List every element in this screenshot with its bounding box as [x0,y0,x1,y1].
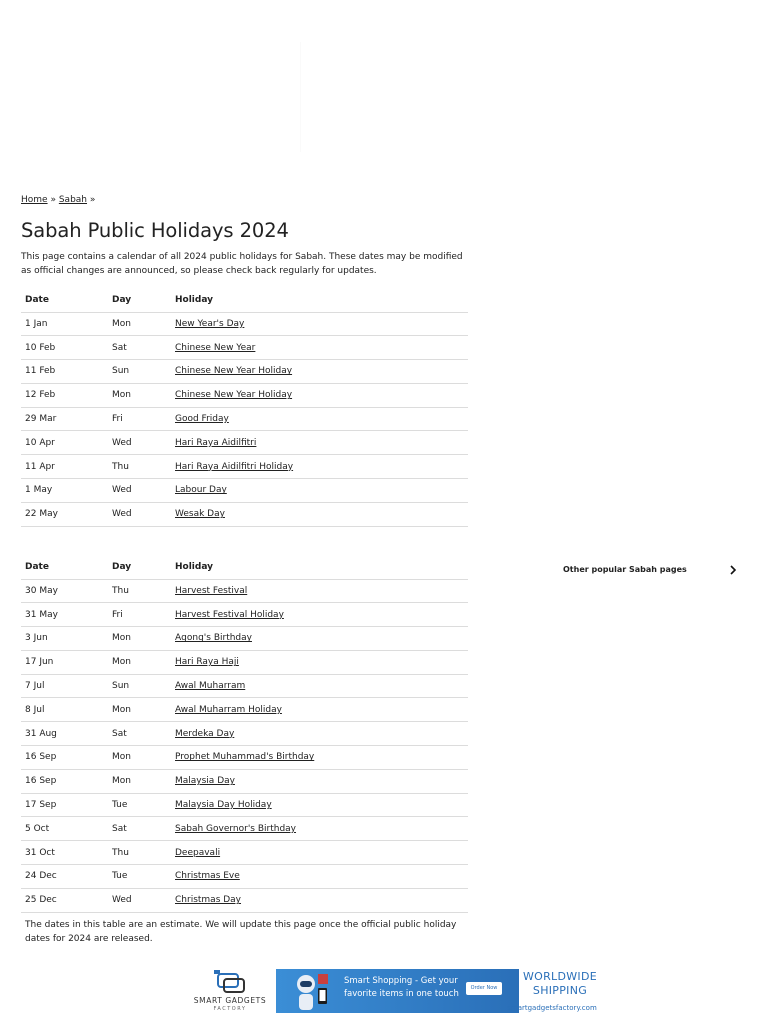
table-header-row [21,555,468,579]
tagline-line-2: SHIPPING [532,984,588,997]
cell-date: 29 Mar [21,407,108,431]
cell-date: 24 Dec [21,865,108,889]
header-holiday: Holiday [171,555,468,579]
holiday-link[interactable]: Hari Raya Aidilfitri Holiday [175,461,294,472]
cell-holiday [171,888,468,912]
cell-day: Mon [108,627,171,651]
holiday-link[interactable]: Wesak Day [175,509,225,520]
cell-day: Mon [108,698,171,722]
holiday-table-2 [21,555,468,913]
cell-holiday [171,336,468,360]
cell-date: 22 May [21,502,108,526]
cell-date: 17 Sep [21,793,108,817]
table-row [21,817,468,841]
holiday-link[interactable]: Malaysia Day Holiday [175,800,272,811]
holiday-link[interactable]: Agong's Birthday [175,633,252,644]
table-row [21,479,468,503]
cell-day: Wed [108,479,171,503]
cell-holiday [171,841,468,865]
header-holiday: Holiday [171,288,468,312]
ad-banner-panel[interactable] [276,969,519,1013]
faint-watermark [300,42,480,152]
cell-day: Wed [108,888,171,912]
cell-holiday [171,793,468,817]
cell-holiday [171,746,468,770]
header-day: Day [108,555,171,579]
intro-text: This page contains a calendar of all 2024 public holidays for Sabah. These dates may be modified as official changes are announced, so please check back regularly for updates. [21,252,463,276]
table-row [21,746,468,770]
cell-date: 25 Dec [21,888,108,912]
cell-day: Mon [108,383,171,407]
table-row [21,698,468,722]
cell-date: 16 Sep [21,769,108,793]
holiday-link[interactable]: Christmas Eve [175,871,240,882]
tagline-line-1: WORLDWIDE [522,970,598,983]
table-header-row [21,288,468,312]
cell-holiday [171,817,468,841]
cell-date: 31 Aug [21,722,108,746]
holiday-link[interactable]: Christmas Day [175,895,242,906]
holiday-link[interactable]: Harvest Festival [175,585,248,596]
cell-day: Wed [108,502,171,526]
cell-day: Sat [108,722,171,746]
top-ad-area [0,0,768,185]
holiday-link[interactable]: Sabah Governor's Birthday [175,823,297,834]
cell-date: 10 Feb [21,336,108,360]
brand-sub: FACTORY [213,1006,247,1012]
header-date: Date [21,288,108,312]
gadget-logo-icon [210,968,250,996]
table-row [21,793,468,817]
ad-message: Smart Shopping - Get your favorite items in one touch [344,976,459,999]
holiday-link[interactable]: Chinese New Year [175,342,256,353]
cell-day: Thu [108,455,171,479]
cell-holiday [171,650,468,674]
cell-holiday [171,383,468,407]
table-row [21,407,468,431]
table-row [21,769,468,793]
holiday-link[interactable]: Hari Raya Aidilfitri [175,437,257,448]
cell-date: 12 Feb [21,383,108,407]
cell-date: 1 Jan [21,312,108,336]
holiday-link[interactable]: Merdeka Day [175,728,235,739]
robot-icon [290,972,332,1012]
breadcrumb [21,195,95,205]
holiday-link[interactable]: Harvest Festival Holiday [175,609,284,620]
breadcrumb-home-link[interactable]: Home [21,195,48,205]
cell-holiday [171,674,468,698]
cell-holiday [171,722,468,746]
chevron-right-icon[interactable] [727,563,739,577]
cell-day: Thu [108,841,171,865]
cell-date: 16 Sep [21,746,108,770]
holiday-link[interactable]: Awal Muharram [175,681,246,692]
table-row [21,841,468,865]
cell-date: 10 Apr [21,431,108,455]
table-row [21,603,468,627]
cell-day: Mon [108,650,171,674]
holiday-link[interactable]: Hari Raya Haji [175,657,239,668]
cell-holiday [171,360,468,384]
cell-date: 30 May [21,579,108,603]
cell-date: 17 Jun [21,650,108,674]
holiday-table-1 [21,288,468,527]
page-title: Sabah Public Holidays 2024 [21,219,289,242]
cell-day: Wed [108,431,171,455]
ad-url[interactable]: smartgadgetsfactory.com [507,1004,597,1012]
cell-holiday [171,479,468,503]
cell-holiday [171,627,468,651]
cell-holiday [171,603,468,627]
cell-date: 11 Apr [21,455,108,479]
cell-holiday [171,769,468,793]
cell-day: Sun [108,674,171,698]
cell-date: 31 May [21,603,108,627]
table-row [21,383,468,407]
cell-holiday [171,698,468,722]
cell-holiday [171,455,468,479]
cell-date: 31 Oct [21,841,108,865]
table-row [21,431,468,455]
holiday-link[interactable]: Deepavali [175,847,221,858]
holiday-link[interactable]: Chinese New Year Holiday [175,390,293,401]
table-row [21,312,468,336]
cell-day: Fri [108,407,171,431]
cell-day: Fri [108,603,171,627]
cell-holiday [171,865,468,889]
cell-holiday [171,579,468,603]
bottom-ad-banner[interactable] [190,966,600,1018]
table-row [21,502,468,526]
table-row [21,336,468,360]
table-row [21,627,468,651]
holiday-link[interactable]: Good Friday [175,414,229,425]
holiday-link[interactable]: Labour Day [175,485,227,496]
cell-holiday [171,407,468,431]
breadcrumb-separator: » [89,195,96,205]
table-row [21,865,468,889]
table-row [21,650,468,674]
cell-date: 1 May [21,479,108,503]
cell-day: Mon [108,746,171,770]
cell-holiday [171,502,468,526]
table-row [21,579,468,603]
cell-date: 7 Jul [21,674,108,698]
cell-holiday [171,312,468,336]
cell-date: 3 Jun [21,627,108,651]
cell-day: Tue [108,793,171,817]
worldwide-shipping [520,970,600,998]
popular-pages-link[interactable] [563,565,743,579]
holiday-link[interactable]: Chinese New Year Holiday [175,366,293,377]
cell-date: 5 Oct [21,817,108,841]
cell-day: Sat [108,336,171,360]
cell-day: Sun [108,360,171,384]
cell-day: Tue [108,865,171,889]
cell-day: Mon [108,312,171,336]
order-now-button[interactable]: Order Now [466,982,502,995]
table-row [21,674,468,698]
popular-pages-label: Other popular Sabah pages [563,565,687,574]
cell-holiday [171,431,468,455]
table-row [21,455,468,479]
table-row [21,888,468,912]
table-row [21,722,468,746]
header-day: Day [108,288,171,312]
header-date: Date [21,555,108,579]
table-row [21,360,468,384]
holiday-link[interactable]: Awal Muharram Holiday [175,704,282,715]
estimate-note: The dates in this table are an estimate. We will update this page once the official public holiday dates for 2024 are released. [25,920,457,944]
holiday-link[interactable]: New Year's Day [175,318,245,329]
smart-gadgets-logo [190,966,270,1016]
brand-name: SMART GADGETS [193,996,267,1005]
holiday-link[interactable]: Prophet Muhammad's Birthday [175,752,315,763]
breadcrumb-separator: » [50,195,56,205]
holiday-link[interactable]: Malaysia Day [175,776,235,787]
breadcrumb-sabah-link[interactable]: Sabah [58,195,88,205]
cell-day: Mon [108,769,171,793]
cell-date: 11 Feb [21,360,108,384]
cell-day: Sat [108,817,171,841]
cell-date: 8 Jul [21,698,108,722]
cell-day: Thu [108,579,171,603]
